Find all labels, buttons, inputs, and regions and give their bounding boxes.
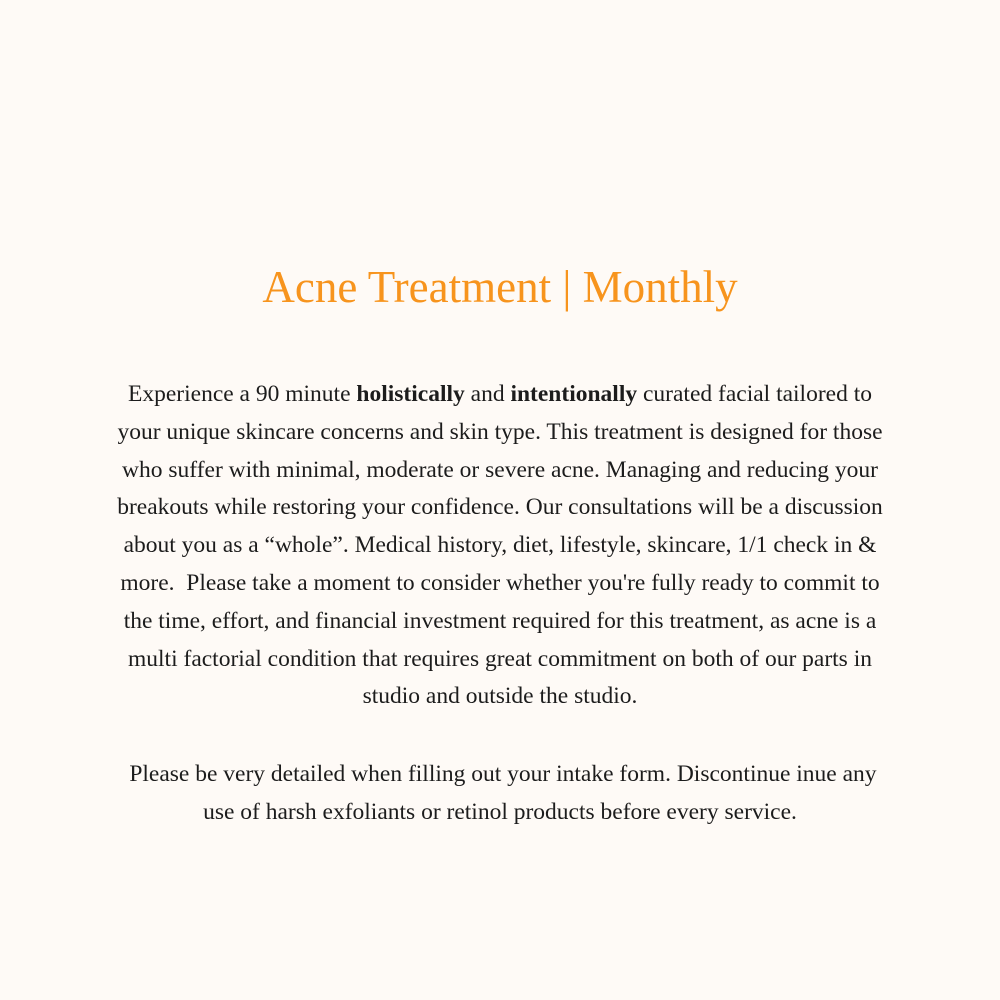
page-title: Acne Treatment | Monthly bbox=[262, 262, 738, 312]
text-segment: curated facial tailored to bbox=[637, 381, 872, 407]
treatment-description bbox=[0, 376, 1000, 716]
emphasis-intentionally: intentionally bbox=[510, 381, 638, 407]
intake-note bbox=[0, 756, 1000, 832]
description-line: who suffer with minimal, moderate or severe acne. Managing and reducing your bbox=[122, 456, 878, 483]
text-segment: and bbox=[464, 381, 511, 407]
description-line bbox=[0, 376, 1000, 414]
text-segment: Experience a 90 minute bbox=[128, 381, 357, 407]
description-line: about you as a “whole”. Medical history, diet, lifestyle, skincare, 1/1 check in & bbox=[123, 532, 877, 559]
note-line: Please be very detailed when filling out your intake form. Discontinue inue any bbox=[123, 761, 877, 787]
description-line: more. Please take a moment to consider whether you're fully ready to commit to bbox=[120, 569, 880, 596]
description-line: multi factorial condition that requires great commitment on both of our parts in bbox=[128, 645, 872, 672]
description-line: breakouts while restoring your confidence. Our consultations will be a discussion bbox=[117, 494, 883, 521]
description-line: your unique skincare concerns and skin type. This treatment is designed for those bbox=[117, 418, 883, 445]
note-line: use of harsh exfoliants or retinol products before every service. bbox=[203, 798, 797, 825]
emphasis-holistically: holistically bbox=[356, 381, 465, 407]
description-line: the time, effort, and financial investment required for this treatment, as acne is a bbox=[123, 607, 877, 634]
description-line: studio and outside the studio. bbox=[362, 683, 638, 710]
